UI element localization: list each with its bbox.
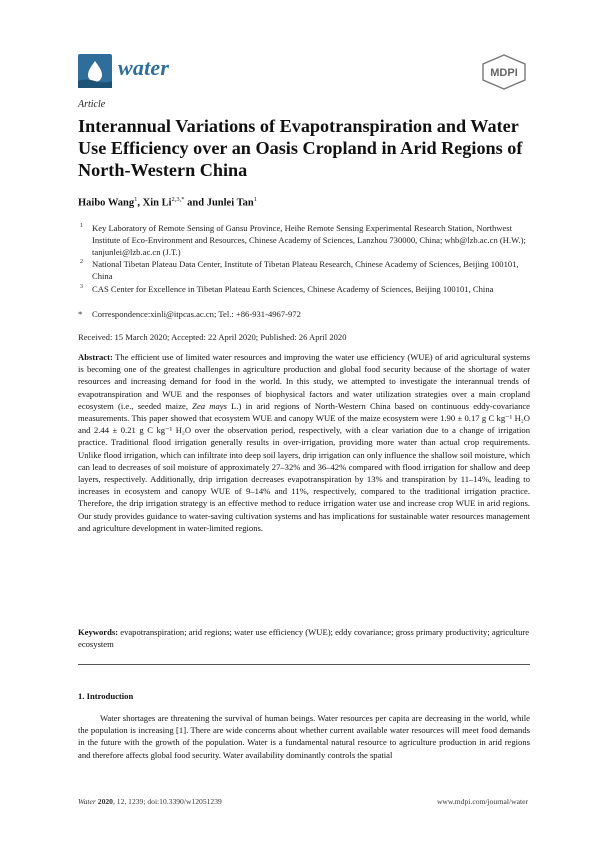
keywords-label: Keywords: <box>78 627 119 637</box>
footer-url[interactable]: www.mdpi.com/journal/water <box>436 797 528 806</box>
publication-dates: Received: 15 March 2020; Accepted: 22 April 2020; Published: 26 April 2020 <box>78 332 347 342</box>
mdpi-logo <box>481 54 527 90</box>
abstract: Abstract: The efficient use of limited water resources and improving the water use efficiency (WUE) of arid agricultural systems is becoming one of the greatest challenges in agriculture production and global food security because of the shortage of water resources and increasing demand for food in the world. In this study, we attempted to investigate the interannual trends of evapotranspiration and WUE and the responses of biophysical factors and water utilization strategies over a main cropland ecosystem (i.e., seeded maize, Zea mays L.) in arid regions of North-Western China based on continuous eddy-covariance measurements. This paper showed that ecosystem WUE and canopy WUE of the maize ecosystem were 1.90 ± 0.17 g C kg⁻¹ H₂O and 2.44 ± 0.21 g C kg⁻¹ H₂O over the observation period, respectively, with a clear variation due to a change of irrigation practice. Traditional flood irrigation generally results in over-irrigation, providing more water than actual crop requirements. Unlike flood irrigation, which can infiltrate into deep soil layers, drip irrigation can only influence the shallow soil moisture, which can lead to decreases of soil moisture of approximately 27–32% and 36–42% compared with flood irrigation for shallow and deep layers, respectively. Additionally, drip irrigation decreases evapotranspiration by 13% and transpiration by 11–14%, leading to increases in ecosystem and canopy WUE of 9–14% and 11%, respectively, compared to the traditional irrigation practice. Therefore, the drip irrigation strategy is an effective method to reduce irrigation water use and increase crop WUE in arid regions. Our study provides guidance to water-saving cultivation systems and has implications for sustainable water resources management and agriculture development in water-limited regions. <box>78 352 530 533</box>
author-affiliation-sup: 1 <box>134 196 138 203</box>
author-name: Xin Li <box>142 197 172 209</box>
mdpi-logo-text: MDPI <box>490 67 518 79</box>
article-title: Interannual Variations of Evapotranspiration and Water Use Efficiency over an Oasis Cropland in Arid Regions of North-Western China <box>78 116 523 180</box>
affiliation-1: 1 Key Laboratory of Remote Sensing of Gansu Province, Heihe Remote Sensing Experimental Research Station, Northwest Institute of Eco-Environment and Resources, Chinese Academy of Sciences, Lanzhou 730000, China; whb@lzb.ac.cn (H.W.); tanjunlei@lzb.ac.cn (J.T.) <box>80 223 526 257</box>
footer-citation: Water 2020, 12, 1239; doi:10.3390/w12051239 <box>78 797 222 806</box>
section-heading: 1. Introduction <box>78 691 134 701</box>
correspondence: * Correspondence:xinli@itpcas.ac.cn; Tel.: +86-931-4967-972 <box>78 308 530 320</box>
article-type: Article <box>78 99 106 110</box>
author-name: Junlei Tan <box>206 197 254 209</box>
author-affiliation-sup: 1 <box>253 196 257 203</box>
section-divider <box>78 664 530 665</box>
journal-logo-icon <box>78 54 112 88</box>
abstract-label: Abstract: <box>78 352 113 362</box>
author-name: Haibo Wang <box>78 197 135 209</box>
introduction-paragraph: Water shortages are threatening the survival of human beings. Water resources per capita are decreasing in the world, while the population is increasing [1]. There are wide concerns about whether current available water resources will meet food demands in the future with the growth of the population. Water is a fundamental natural resource to agriculture production in arid regions and therefore affects global food security. Water availability dominantly controls the spatial <box>78 713 530 760</box>
affiliation-2: 2 National Tibetan Plateau Data Center, Institute of Tibetan Plateau Research, Chinese Academy of Sciences, Beijing 100101, China <box>80 259 519 281</box>
keywords: Keywords: evapotranspiration; arid regions; water use efficiency (WUE); eddy covariance; gross primary productivity; agriculture ecosystem <box>78 627 530 650</box>
correspondence-email[interactable]: Correspondence:xinli@itpcas.ac.cn; Tel.: +86-931-4967-972 <box>92 309 301 319</box>
author-list: Haibo Wang$^1$, Xin $Li^{2,3,*}$ and Junlei Tan$^1$ <box>78 196 257 209</box>
journal-name: water <box>118 55 170 80</box>
affiliation-3: 3 CAS Center for Excellence in Tibetan Plateau Earth Sciences, Chinese Academy of Sciences, Beijing 100101, China <box>80 284 494 294</box>
author-affiliation-sup: 2,3,* <box>171 196 185 203</box>
